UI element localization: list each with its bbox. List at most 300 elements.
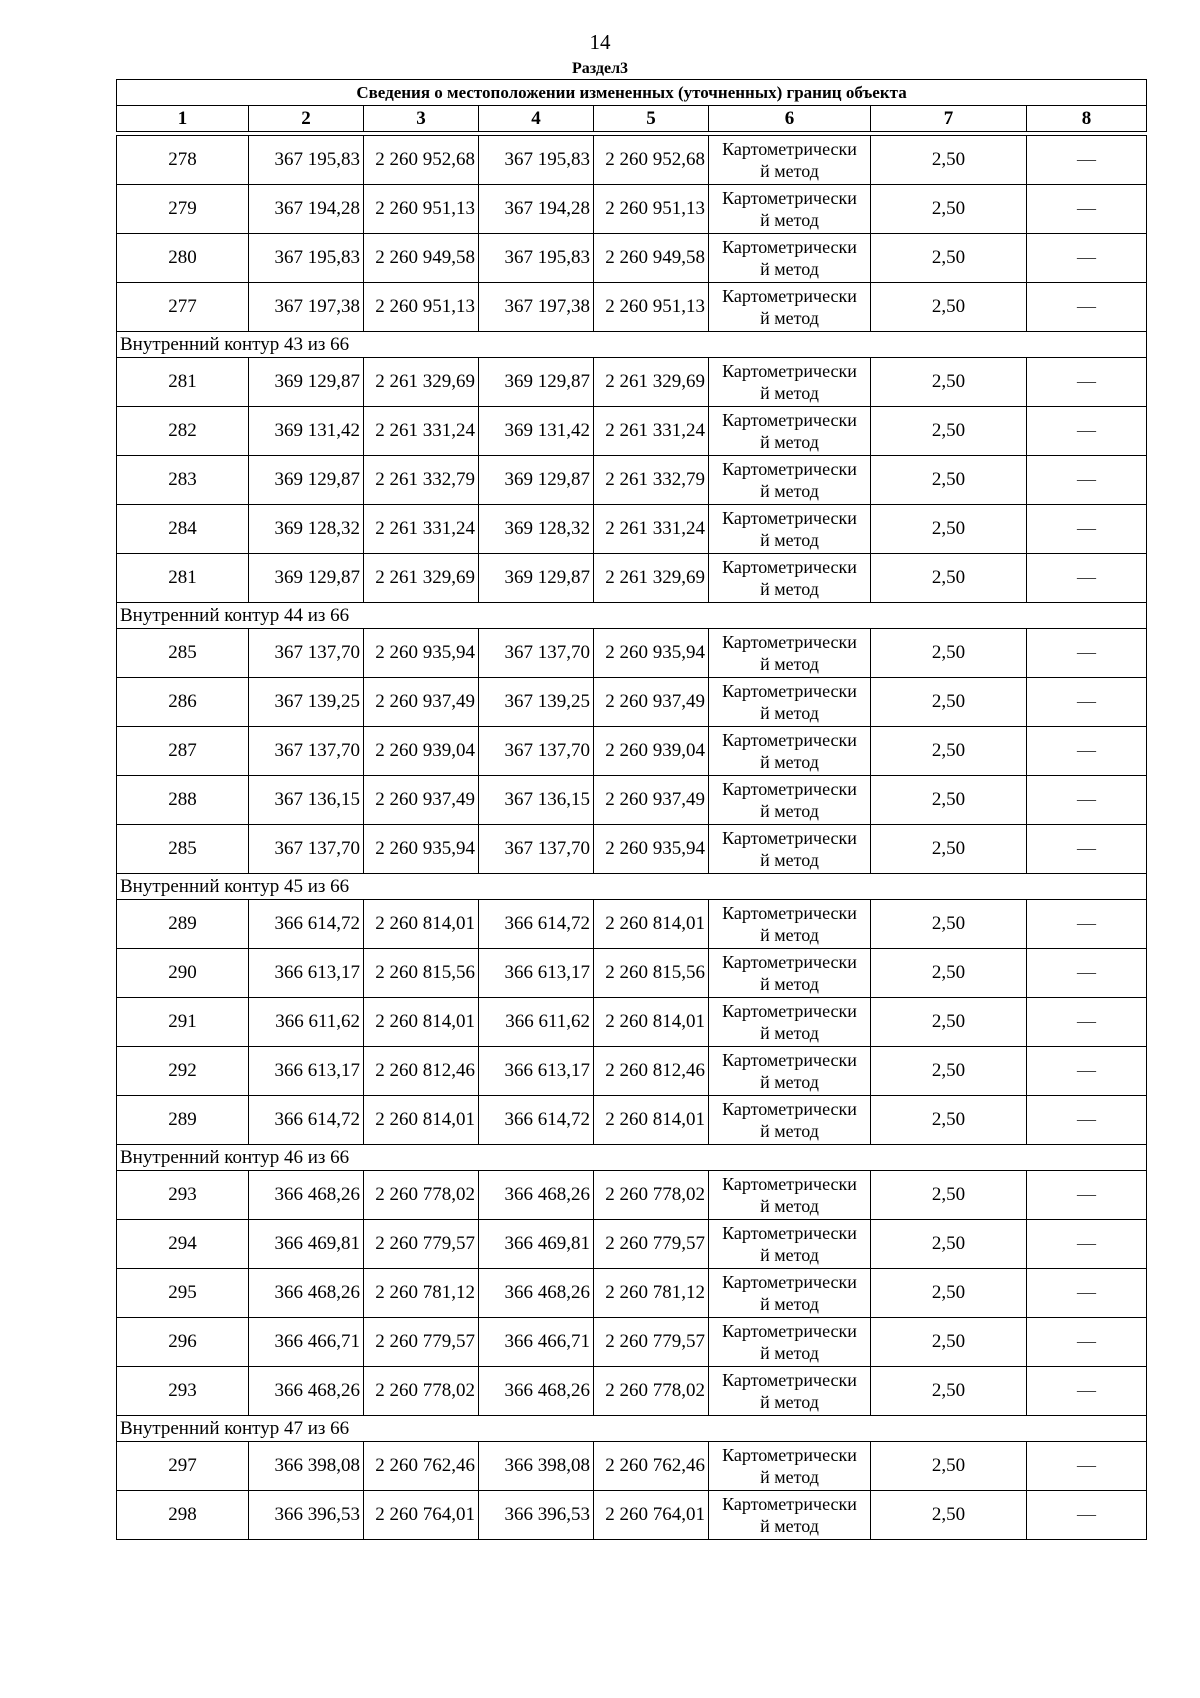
coord-cell: 2 260 762,46 <box>364 1442 479 1491</box>
method-line: Картометрически <box>722 1099 857 1119</box>
method-line: й метод <box>760 1392 819 1412</box>
column-header: 4 <box>479 106 594 132</box>
table-row <box>117 358 1147 407</box>
method-line: й метод <box>760 1467 819 1487</box>
description-cell: — <box>1027 407 1147 456</box>
method-cell <box>709 998 871 1047</box>
method-cell <box>709 185 871 234</box>
coord-cell: 366 613,17 <box>479 949 594 998</box>
method-line: й метод <box>760 481 819 501</box>
method-cell <box>709 1047 871 1096</box>
boundary-coordinates-table <box>116 79 1147 1540</box>
method-line: й метод <box>760 752 819 772</box>
description-cell: — <box>1027 776 1147 825</box>
coord-cell: 366 468,26 <box>249 1171 364 1220</box>
coord-cell: 2 260 778,02 <box>594 1171 709 1220</box>
coord-cell: 2 260 937,49 <box>364 678 479 727</box>
coord-cell: 366 613,17 <box>249 949 364 998</box>
method-cell <box>709 358 871 407</box>
table-row <box>117 1442 1147 1491</box>
coord-cell: 367 194,28 <box>249 185 364 234</box>
column-header: 8 <box>1027 106 1147 132</box>
method-line: й метод <box>760 1294 819 1314</box>
coord-cell: 2 260 778,02 <box>364 1367 479 1416</box>
method-line: Картометрически <box>722 1001 857 1021</box>
method-cell <box>709 1318 871 1367</box>
coord-cell: 367 195,83 <box>479 234 594 283</box>
table-row <box>117 1318 1147 1367</box>
column-header: 2 <box>249 106 364 132</box>
coord-cell: 366 396,53 <box>249 1491 364 1540</box>
method-line: Картометрически <box>722 730 857 750</box>
method-line: Картометрически <box>722 459 857 479</box>
coord-cell: 366 468,26 <box>479 1171 594 1220</box>
method-line: Картометрически <box>722 286 857 306</box>
column-header: 3 <box>364 106 479 132</box>
method-line: Картометрически <box>722 237 857 257</box>
contour-label: Внутренний контур 47 из 66 <box>117 1416 1147 1442</box>
method-cell <box>709 1220 871 1269</box>
point-number-cell: 288 <box>117 776 249 825</box>
description-cell: — <box>1027 1047 1147 1096</box>
table-row <box>117 505 1147 554</box>
coord-cell: 367 197,38 <box>479 283 594 332</box>
method-line: Картометрически <box>722 952 857 972</box>
method-line: й метод <box>760 210 819 230</box>
accuracy-cell: 2,50 <box>871 825 1027 874</box>
method-cell <box>709 1442 871 1491</box>
table-row <box>117 1096 1147 1145</box>
contour-row <box>117 1145 1147 1171</box>
method-line: Картометрически <box>722 632 857 652</box>
method-line: й метод <box>760 703 819 723</box>
method-cell <box>709 407 871 456</box>
table-row <box>117 998 1147 1047</box>
coord-cell: 2 260 812,46 <box>594 1047 709 1096</box>
coord-cell: 367 137,70 <box>249 727 364 776</box>
coord-cell: 2 260 764,01 <box>594 1491 709 1540</box>
contour-row <box>117 332 1147 358</box>
method-line: й метод <box>760 1072 819 1092</box>
contour-label: Внутренний контур 44 из 66 <box>117 603 1147 629</box>
table-row <box>117 1367 1147 1416</box>
accuracy-cell: 2,50 <box>871 776 1027 825</box>
coord-cell: 2 260 779,57 <box>364 1318 479 1367</box>
coord-cell: 2 260 814,01 <box>364 900 479 949</box>
method-line: й метод <box>760 1121 819 1141</box>
point-number-cell: 279 <box>117 185 249 234</box>
accuracy-cell: 2,50 <box>871 456 1027 505</box>
coord-cell: 366 398,08 <box>249 1442 364 1491</box>
point-number-cell: 291 <box>117 998 249 1047</box>
accuracy-cell: 2,50 <box>871 998 1027 1047</box>
method-cell <box>709 776 871 825</box>
coord-cell: 2 260 935,94 <box>364 629 479 678</box>
table-row <box>117 727 1147 776</box>
coord-cell: 2 260 814,01 <box>364 998 479 1047</box>
coord-cell: 2 261 331,24 <box>594 407 709 456</box>
point-number-cell: 280 <box>117 234 249 283</box>
coord-cell: 2 260 781,12 <box>594 1269 709 1318</box>
method-line: Картометрически <box>722 1174 857 1194</box>
point-number-cell: 292 <box>117 1047 249 1096</box>
method-line: й метод <box>760 1196 819 1216</box>
accuracy-cell: 2,50 <box>871 234 1027 283</box>
table-row <box>117 456 1147 505</box>
method-line: й метод <box>760 654 819 674</box>
description-cell: — <box>1027 629 1147 678</box>
contour-row <box>117 874 1147 900</box>
table-row <box>117 776 1147 825</box>
method-line: й метод <box>760 1023 819 1043</box>
column-header: 6 <box>709 106 871 132</box>
description-cell: — <box>1027 283 1147 332</box>
point-number-cell: 289 <box>117 900 249 949</box>
method-line: й метод <box>760 1343 819 1363</box>
method-cell <box>709 505 871 554</box>
contour-label: Внутренний контур 45 из 66 <box>117 874 1147 900</box>
method-line: Картометрически <box>722 1050 857 1070</box>
method-line: Картометрически <box>722 1223 857 1243</box>
method-cell <box>709 1096 871 1145</box>
coord-cell: 366 466,71 <box>249 1318 364 1367</box>
coord-cell: 369 128,32 <box>479 505 594 554</box>
coord-cell: 2 260 951,13 <box>594 185 709 234</box>
coord-cell: 2 260 781,12 <box>364 1269 479 1318</box>
point-number-cell: 294 <box>117 1220 249 1269</box>
point-number-cell: 290 <box>117 949 249 998</box>
method-line: Картометрически <box>722 557 857 577</box>
coord-cell: 2 260 779,57 <box>594 1220 709 1269</box>
coord-cell: 366 614,72 <box>249 900 364 949</box>
coord-cell: 369 129,87 <box>479 554 594 603</box>
coord-cell: 2 261 329,69 <box>594 358 709 407</box>
description-cell: — <box>1027 678 1147 727</box>
table-row <box>117 825 1147 874</box>
contour-row <box>117 603 1147 629</box>
coord-cell: 366 468,26 <box>479 1269 594 1318</box>
coord-cell: 369 129,87 <box>479 358 594 407</box>
accuracy-cell: 2,50 <box>871 678 1027 727</box>
column-header: 7 <box>871 106 1027 132</box>
point-number-cell: 286 <box>117 678 249 727</box>
accuracy-cell: 2,50 <box>871 283 1027 332</box>
description-cell: — <box>1027 1442 1147 1491</box>
accuracy-cell: 2,50 <box>871 1491 1027 1540</box>
table-body <box>117 80 1147 1540</box>
method-cell <box>709 1491 871 1540</box>
method-line: й метод <box>760 850 819 870</box>
coord-cell: 366 468,26 <box>249 1367 364 1416</box>
coord-cell: 2 260 949,58 <box>594 234 709 283</box>
accuracy-cell: 2,50 <box>871 629 1027 678</box>
point-number-cell: 283 <box>117 456 249 505</box>
point-number-cell: 293 <box>117 1367 249 1416</box>
table-row <box>117 185 1147 234</box>
description-cell: — <box>1027 1318 1147 1367</box>
coord-cell: 366 466,71 <box>479 1318 594 1367</box>
point-number-cell: 297 <box>117 1442 249 1491</box>
coord-cell: 2 260 814,01 <box>594 1096 709 1145</box>
coord-cell: 366 396,53 <box>479 1491 594 1540</box>
table-row <box>117 629 1147 678</box>
accuracy-cell: 2,50 <box>871 136 1027 185</box>
coord-cell: 2 260 939,04 <box>594 727 709 776</box>
description-cell: — <box>1027 998 1147 1047</box>
method-line: Картометрически <box>722 361 857 381</box>
table-row <box>117 554 1147 603</box>
table-row <box>117 1220 1147 1269</box>
description-cell: — <box>1027 949 1147 998</box>
accuracy-cell: 2,50 <box>871 358 1027 407</box>
coord-cell: 369 128,32 <box>249 505 364 554</box>
coord-cell: 2 261 329,69 <box>594 554 709 603</box>
point-number-cell: 284 <box>117 505 249 554</box>
column-header: 1 <box>117 106 249 132</box>
coord-cell: 2 260 814,01 <box>594 900 709 949</box>
description-cell: — <box>1027 136 1147 185</box>
method-line: й метод <box>760 161 819 181</box>
method-line: Картометрически <box>722 779 857 799</box>
coord-cell: 2 260 937,49 <box>594 678 709 727</box>
coord-cell: 367 194,28 <box>479 185 594 234</box>
table-caption-row <box>117 80 1147 106</box>
coord-cell: 366 469,81 <box>479 1220 594 1269</box>
coord-cell: 369 129,87 <box>479 456 594 505</box>
table-row <box>117 136 1147 185</box>
coord-cell: 367 137,70 <box>479 825 594 874</box>
table-row <box>117 1491 1147 1540</box>
method-line: й метод <box>760 432 819 452</box>
coord-cell: 2 260 951,13 <box>594 283 709 332</box>
coord-cell: 367 137,70 <box>249 825 364 874</box>
coord-cell: 2 260 935,94 <box>594 629 709 678</box>
coord-cell: 2 260 937,49 <box>364 776 479 825</box>
coord-cell: 367 137,70 <box>249 629 364 678</box>
coord-cell: 369 129,87 <box>249 358 364 407</box>
point-number-cell: 281 <box>117 358 249 407</box>
accuracy-cell: 2,50 <box>871 1096 1027 1145</box>
method-line: й метод <box>760 974 819 994</box>
coord-cell: 366 614,72 <box>479 900 594 949</box>
point-number-cell: 277 <box>117 283 249 332</box>
coord-cell: 2 260 939,04 <box>364 727 479 776</box>
accuracy-cell: 2,50 <box>871 1171 1027 1220</box>
description-cell: — <box>1027 1096 1147 1145</box>
coord-cell: 369 131,42 <box>479 407 594 456</box>
method-line: Картометрически <box>722 681 857 701</box>
coord-cell: 2 261 331,24 <box>364 505 479 554</box>
accuracy-cell: 2,50 <box>871 185 1027 234</box>
accuracy-cell: 2,50 <box>871 1318 1027 1367</box>
method-line: Картометрически <box>722 1272 857 1292</box>
method-line: Картометрически <box>722 1494 857 1514</box>
coord-cell: 2 260 935,94 <box>594 825 709 874</box>
coord-cell: 367 136,15 <box>479 776 594 825</box>
method-line: й метод <box>760 530 819 550</box>
point-number-cell: 285 <box>117 825 249 874</box>
method-cell <box>709 1171 871 1220</box>
table-caption: Сведения о местоположении измененных (уточненных) границ объекта <box>117 80 1147 106</box>
coord-cell: 2 261 329,69 <box>364 554 479 603</box>
table-row <box>117 900 1147 949</box>
coord-cell: 2 261 331,24 <box>364 407 479 456</box>
point-number-cell: 287 <box>117 727 249 776</box>
method-line: Картометрически <box>722 1370 857 1390</box>
description-cell: — <box>1027 505 1147 554</box>
method-line: й метод <box>760 383 819 403</box>
coord-cell: 366 613,17 <box>479 1047 594 1096</box>
coord-cell: 2 261 331,24 <box>594 505 709 554</box>
accuracy-cell: 2,50 <box>871 407 1027 456</box>
coord-cell: 367 137,70 <box>479 629 594 678</box>
coord-cell: 366 398,08 <box>479 1442 594 1491</box>
coord-cell: 2 260 815,56 <box>594 949 709 998</box>
coord-cell: 2 260 814,01 <box>594 998 709 1047</box>
page-number: 14 <box>589 30 611 54</box>
point-number-cell: 295 <box>117 1269 249 1318</box>
coord-cell: 369 129,87 <box>249 554 364 603</box>
accuracy-cell: 2,50 <box>871 900 1027 949</box>
coord-cell: 2 260 762,46 <box>594 1442 709 1491</box>
coord-cell: 367 197,38 <box>249 283 364 332</box>
coord-cell: 366 614,72 <box>479 1096 594 1145</box>
method-cell <box>709 629 871 678</box>
coord-cell: 367 136,15 <box>249 776 364 825</box>
coord-cell: 2 260 952,68 <box>594 136 709 185</box>
method-line: й метод <box>760 259 819 279</box>
table-header-row <box>117 106 1147 132</box>
coord-cell: 367 195,83 <box>249 234 364 283</box>
table-row <box>117 1047 1147 1096</box>
coord-cell: 366 468,26 <box>479 1367 594 1416</box>
column-header: 5 <box>594 106 709 132</box>
point-number-cell: 293 <box>117 1171 249 1220</box>
method-line: й метод <box>760 1245 819 1265</box>
description-cell: — <box>1027 554 1147 603</box>
coord-cell: 367 139,25 <box>249 678 364 727</box>
method-line: Картометрически <box>722 828 857 848</box>
coord-cell: 2 260 935,94 <box>364 825 479 874</box>
contour-label: Внутренний контур 46 из 66 <box>117 1145 1147 1171</box>
coord-cell: 2 260 812,46 <box>364 1047 479 1096</box>
method-cell <box>709 1367 871 1416</box>
accuracy-cell: 2,50 <box>871 1367 1027 1416</box>
coord-cell: 2 260 779,57 <box>594 1318 709 1367</box>
coord-cell: 2 260 778,02 <box>594 1367 709 1416</box>
contour-row <box>117 1416 1147 1442</box>
method-line: й метод <box>760 1516 819 1536</box>
method-cell <box>709 234 871 283</box>
method-line: Картометрически <box>722 188 857 208</box>
description-cell: — <box>1027 1171 1147 1220</box>
method-line: Картометрически <box>722 139 857 159</box>
coord-cell: 2 260 949,58 <box>364 234 479 283</box>
description-cell: — <box>1027 1367 1147 1416</box>
coord-cell: 366 468,26 <box>249 1269 364 1318</box>
method-line: й метод <box>760 801 819 821</box>
coord-cell: 369 129,87 <box>249 456 364 505</box>
method-line: Картометрически <box>722 1321 857 1341</box>
coord-cell: 2 260 952,68 <box>364 136 479 185</box>
coord-cell: 2 260 814,01 <box>364 1096 479 1145</box>
coord-cell: 366 613,17 <box>249 1047 364 1096</box>
accuracy-cell: 2,50 <box>871 1047 1027 1096</box>
coord-cell: 2 260 779,57 <box>364 1220 479 1269</box>
description-cell: — <box>1027 727 1147 776</box>
coord-cell: 366 611,62 <box>249 998 364 1047</box>
accuracy-cell: 2,50 <box>871 949 1027 998</box>
coord-cell: 367 139,25 <box>479 678 594 727</box>
accuracy-cell: 2,50 <box>871 1220 1027 1269</box>
table-row <box>117 1171 1147 1220</box>
coord-cell: 2 260 815,56 <box>364 949 479 998</box>
contour-label: Внутренний контур 43 из 66 <box>117 332 1147 358</box>
method-line: Картометрически <box>722 508 857 528</box>
coord-cell: 367 195,83 <box>249 136 364 185</box>
method-cell <box>709 554 871 603</box>
accuracy-cell: 2,50 <box>871 1269 1027 1318</box>
table-row <box>117 234 1147 283</box>
coord-cell: 367 137,70 <box>479 727 594 776</box>
description-cell: — <box>1027 185 1147 234</box>
coord-cell: 2 261 332,79 <box>364 456 479 505</box>
method-cell <box>709 136 871 185</box>
description-cell: — <box>1027 825 1147 874</box>
method-cell <box>709 900 871 949</box>
coord-cell: 2 261 332,79 <box>594 456 709 505</box>
accuracy-cell: 2,50 <box>871 554 1027 603</box>
method-line: Картометрически <box>722 410 857 430</box>
point-number-cell: 285 <box>117 629 249 678</box>
accuracy-cell: 2,50 <box>871 727 1027 776</box>
method-line: Картометрически <box>722 903 857 923</box>
coord-cell: 366 469,81 <box>249 1220 364 1269</box>
description-cell: — <box>1027 900 1147 949</box>
method-line: й метод <box>760 308 819 328</box>
description-cell: — <box>1027 1491 1147 1540</box>
point-number-cell: 282 <box>117 407 249 456</box>
point-number-cell: 281 <box>117 554 249 603</box>
method-line: й метод <box>760 579 819 599</box>
method-line: й метод <box>760 925 819 945</box>
method-cell <box>709 283 871 332</box>
method-cell <box>709 825 871 874</box>
table-row <box>117 283 1147 332</box>
point-number-cell: 298 <box>117 1491 249 1540</box>
coord-cell: 2 260 778,02 <box>364 1171 479 1220</box>
description-cell: — <box>1027 1269 1147 1318</box>
description-cell: — <box>1027 456 1147 505</box>
coord-cell: 366 611,62 <box>479 998 594 1047</box>
coord-cell: 2 260 951,13 <box>364 283 479 332</box>
coord-cell: 369 131,42 <box>249 407 364 456</box>
method-cell <box>709 456 871 505</box>
table-row <box>117 1269 1147 1318</box>
table-row <box>117 949 1147 998</box>
point-number-cell: 278 <box>117 136 249 185</box>
description-cell: — <box>1027 1220 1147 1269</box>
table-row <box>117 678 1147 727</box>
accuracy-cell: 2,50 <box>871 1442 1027 1491</box>
section-title: Раздел3 <box>571 60 629 77</box>
description-cell: — <box>1027 358 1147 407</box>
method-cell <box>709 678 871 727</box>
coord-cell: 2 260 937,49 <box>594 776 709 825</box>
coord-cell: 366 614,72 <box>249 1096 364 1145</box>
accuracy-cell: 2,50 <box>871 505 1027 554</box>
method-line: Картометрически <box>722 1445 857 1465</box>
